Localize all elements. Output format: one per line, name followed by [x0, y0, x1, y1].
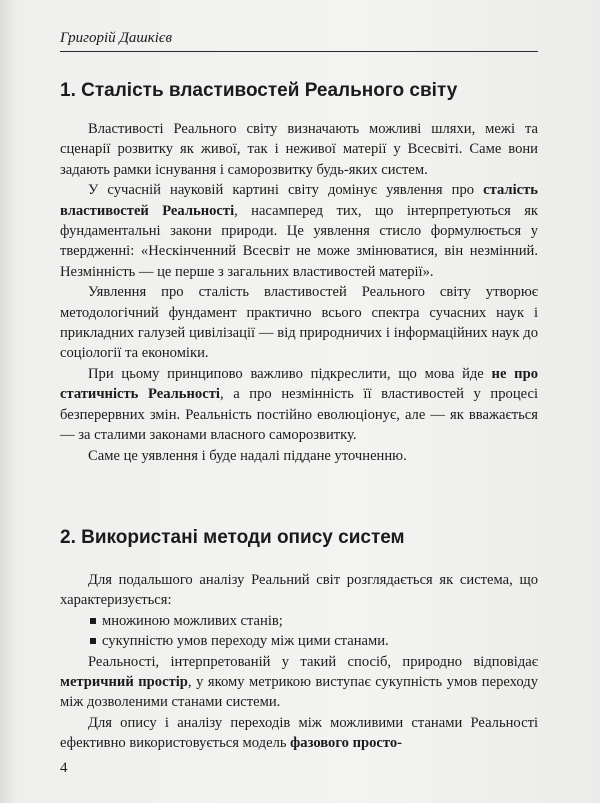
- square-bullet-icon: [90, 638, 96, 644]
- square-bullet-icon: [90, 618, 96, 624]
- running-header: Григорій Дашкієв: [60, 30, 172, 46]
- text-run: Саме це уявлення і буде надалі піддане уточненню.: [88, 447, 407, 464]
- text-run: Уявлення про сталість властивостей Реального світу утворює методологічний фундамент практично всього спектра сучасних наук і прикладних галузей цивілізації — від природничих і інформаційних наук до соціології та економіки.: [60, 284, 538, 362]
- paragraph: [60, 652, 538, 713]
- paragraph: Для подальшого аналізу Реальний світ розглядається як система, що характеризується:: [60, 572, 538, 609]
- section-2-body: [60, 570, 538, 754]
- bold-phrase: фазового просто-: [290, 735, 402, 752]
- text-run: Для опису і аналізу переходів між можливими станами Реальності ефективно використовується модель: [60, 714, 538, 752]
- text-run: У сучасній науковій картині світу домінує уявлення про: [88, 182, 484, 199]
- section-1-body: [60, 119, 538, 466]
- header-rule: [60, 51, 538, 52]
- bold-phrase: не про статичність Реальності: [60, 365, 538, 403]
- text-run: , насамперед тих, що інтерпретуються як фундаментальні закони природи. Це уявлення стисло формулюється у твердженні: «Нескінченний Всесвіт не може змінюватися, він незмінний. Незмінність — це перше з загальних властивостей матерії».: [60, 202, 539, 280]
- bullet-text: множиною можливих станів;: [102, 612, 283, 629]
- section-2-title: 2. Використані методи опису систем: [60, 527, 405, 548]
- bold-phrase: сталість властивостей Реальності: [60, 182, 538, 219]
- paragraph: [60, 364, 538, 446]
- bullet-item: [60, 631, 538, 651]
- text-run: , у якому метрикою виступає сукупність умов переходу між дозволеними станами системи.: [60, 674, 538, 711]
- bold-phrase: метричний простір: [60, 674, 188, 691]
- paragraph: [60, 180, 538, 282]
- paragraph: [60, 446, 538, 466]
- bullet-list: [60, 611, 538, 652]
- bullet-item: [60, 611, 538, 631]
- paragraph: [60, 713, 538, 754]
- paragraph: [60, 282, 538, 364]
- page-number: 4: [60, 760, 68, 776]
- section-1-title: 1. Сталість властивостей Реального світу: [60, 80, 458, 101]
- text-run: При цьому принципово важливо підкреслити, що мова йде: [88, 365, 492, 382]
- text-run: Властивості Реального світу визначають можливі шляхи, межі та сценарії розвитку як живої, так і неживої матерії у Всесвіті. Саме вони задають рамки існування і саморозвитку будь-яких систем.: [60, 121, 538, 178]
- text-run: , а про незмінність її властивостей у процесі безперервних змін. Реальність постійно еволюціонує, але — як вважається — за сталими законами власного саморозвитку.: [60, 386, 538, 444]
- text-run: Реальності, інтерпретованій у такий спосіб, природно відповідає: [88, 653, 538, 670]
- bullet-text: сукупністю умов переходу між цими станами.: [102, 633, 389, 650]
- paragraph: [60, 119, 538, 180]
